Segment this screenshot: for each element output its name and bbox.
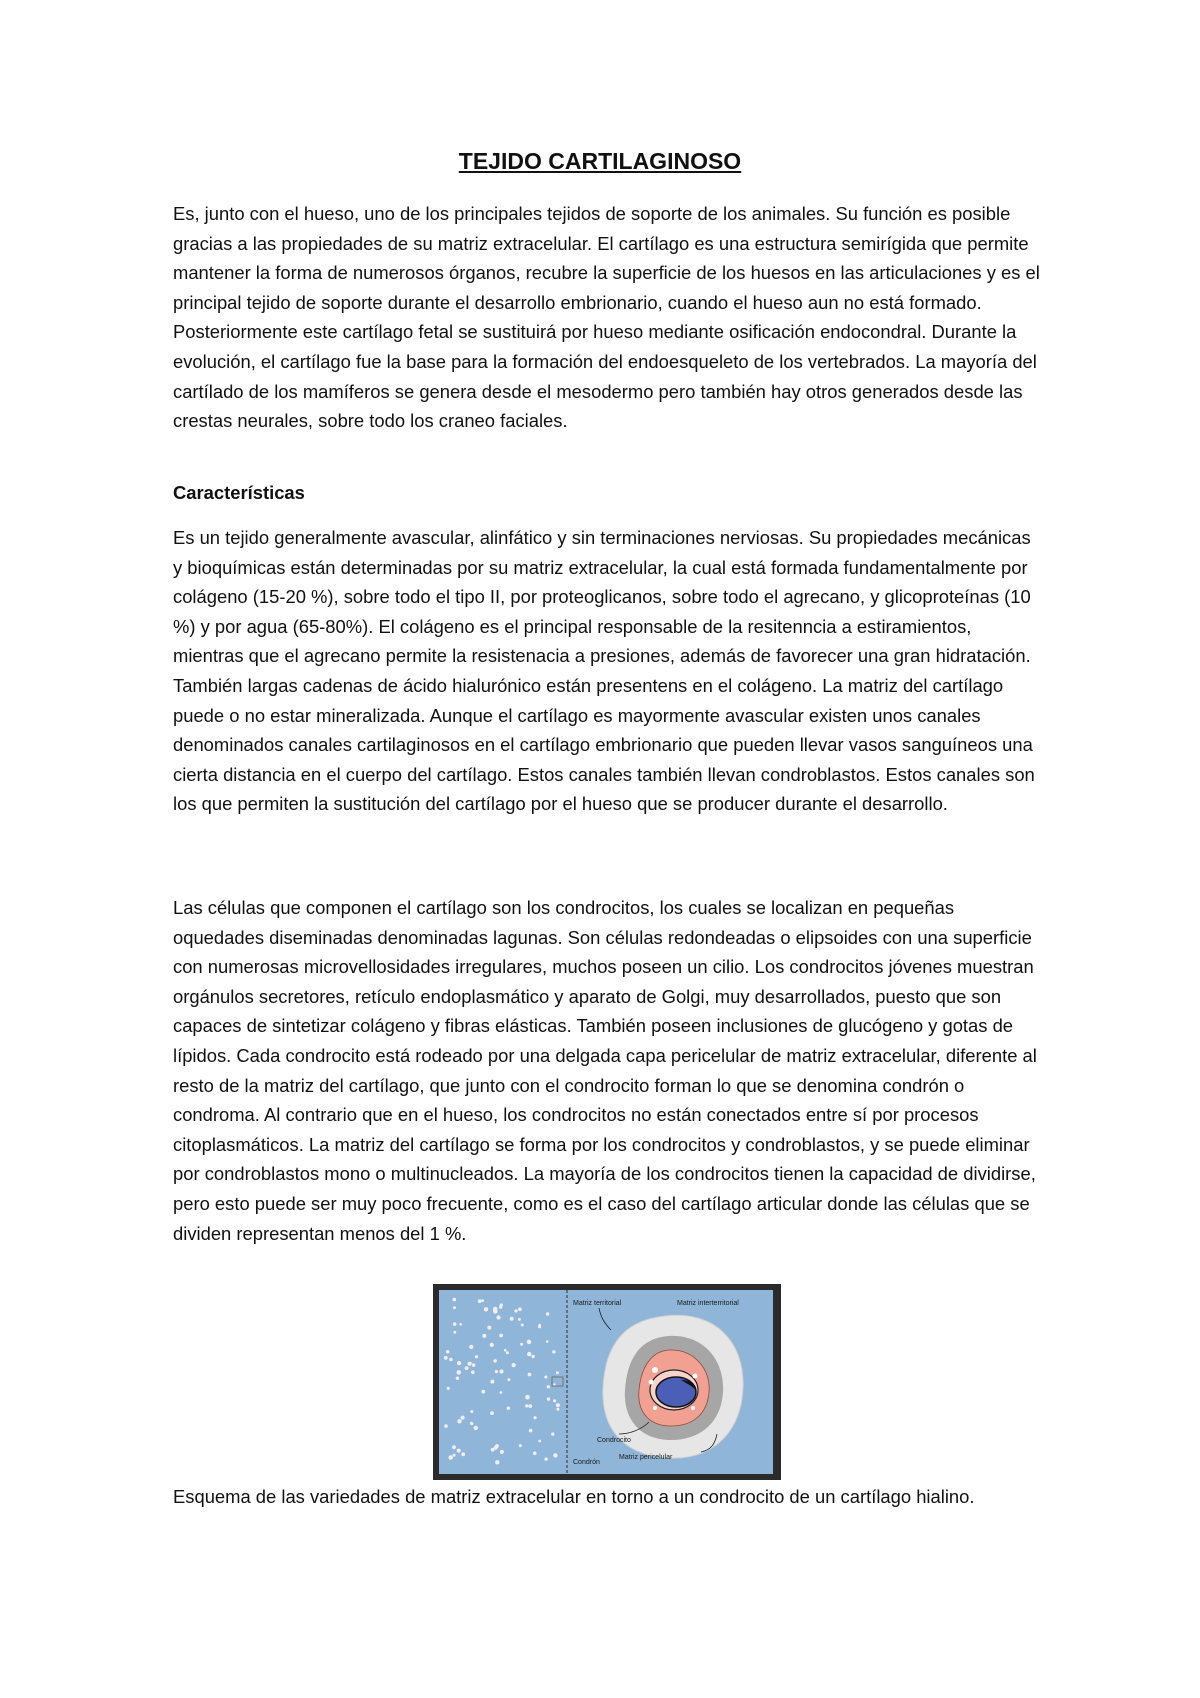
lacuna-dot (446, 1350, 449, 1353)
pericellular-granule (649, 1380, 654, 1385)
lacuna-dot (457, 1370, 462, 1375)
lacuna-dot (461, 1452, 465, 1456)
lacuna-dot (469, 1362, 472, 1365)
lacuna-dot (490, 1380, 494, 1384)
lacuna-dot (456, 1377, 459, 1380)
lacuna-dot (547, 1385, 550, 1388)
lacuna-dot (547, 1397, 550, 1400)
label-territorial: Matriz territorial (573, 1300, 622, 1307)
lacuna-dot (478, 1299, 482, 1303)
lacuna-dot (556, 1408, 559, 1411)
pericellular-granule (693, 1374, 698, 1379)
intro-paragraph: Es, junto con el hueso, uno de los principales tejidos de soporte de los animales. Su función es posible gracias a las propiedades de su matriz extracelular. El cartílago es una estructura semirígida que permite mantener la forma de numerosos órganos, recubre la superficie de los huesos en las articulaciones y es el principal tejido de soporte durante el desarrollo embrionario, cuando el hueso aun no está formado. Posteriormente este cartílago fetal se sustituirá por hueso mediante osificación endocondral. Durante la evolución, el cartílago fue la base para la formación del endoesqueleto de los vertebrados. La mayoría del cartílado de los mamíferos se genera desde el mesodermo pero también hay otros generados desde las crestas neurales, sobre todo los craneo faciales. (173, 203, 1040, 432)
lacuna-dot (527, 1340, 532, 1345)
lacuna-dot (553, 1383, 556, 1386)
lacuna-dot (551, 1432, 554, 1435)
lacuna-dot (506, 1351, 509, 1354)
lacuna-dot (487, 1326, 491, 1330)
lacuna-dot (453, 1322, 457, 1326)
characteristics-paragraph: Es un tejido generalmente avascular, alinfático y sin terminaciones nerviosas. Su propiedades mecánicas y bioquímicas están determinadas por su matriz extracelular, la cual está formada fundamentalmente por colágeno (15-20 %), sobre todo el tipo II, por proteoglicanos, sobre todo el agrecano, y glicoproteínas (10 %) y por agua (65-80%). El colágeno es el principal responsable de la resitenncia a estiramientos, mientras que el agrecano permite la resistenacia a presiones, además de favorecer una gran hidratación. También largas cadenas de ácido hialurónico están presentens en el colágeno. La matriz del cartílago puede o no estar mineralizada. Aunque el cartílago es mayormente avascular existen unos canales denominados canales cartilaginosos en el cartílago embrionario que pueden llevar vasos sanguíneos una cierta distancia en el cuerpo del cartílago. Estos canales también llevan condroblastos. Estos canales son los que permiten la sustitución del cartílago por el hueso que se producer durante el desarrollo. (173, 527, 1035, 815)
lacuna-dot (512, 1363, 516, 1367)
figure-caption: Esquema de las variedades de matriz extracelular en torno a un condrocito de un cartílago hialino. (173, 1486, 975, 1507)
lacuna-dot (457, 1361, 461, 1365)
cells-paragraph: Las células que componen el cartílago son los condrocitos, los cuales se localizan en pequeñas oquedades diseminadas denominadas lagunas. Son células redondeadas o elipsoides con una superficie con numerosas microvellosidades irregulares, muchos poseen un cilio. Los condrocitos jóvenes muestran orgánulos secretores, retículo endoplasmático y aparato de Golgi, muy desarrollados, puesto que son capaces de sintetizar colágeno y fibras elásticas. También poseen inclusiones de glucógeno y gotas de lípidos. Cada condrocito está rodeado por una delgada capa pericelular de matriz extracelular, diferente al resto de la matriz del cartílago, que junto con el condrocito forman lo que se denomina condrón o condroma. Al contrario que en el hueso, los condrocitos no están conectados entre sí por procesos citoplasmáticos. La matriz del cartílago se forma por los condrocitos y condroblastos, y se puede eliminar por condroblastos mono o multinucleados. La mayoría de los condrocitos tienen la capacidad de dividirse, pero esto puede ser muy poco frecuente, como es el caso del cartílago articular donde las células que se dividen representan menos del 1 %. (173, 897, 1037, 1244)
lacuna-dot (459, 1323, 462, 1326)
lacuna-dot (525, 1395, 530, 1400)
lacuna-dot (452, 1445, 456, 1449)
lacuna-dot (527, 1352, 531, 1356)
lacuna-dot (481, 1299, 484, 1302)
lacuna-dot (518, 1307, 522, 1311)
lacuna-dot (546, 1312, 549, 1315)
lacuna-dot (552, 1350, 555, 1353)
lacuna-dot (495, 1370, 498, 1373)
lacuna-dot (499, 1305, 502, 1308)
lacuna-dot (546, 1340, 549, 1343)
lacuna-dot (490, 1343, 494, 1347)
lacuna-dot (481, 1390, 485, 1394)
lacuna-dot (534, 1416, 537, 1419)
page-title: TEJIDO CARTILAGINOSO (458, 148, 742, 174)
lacuna-dot (553, 1453, 557, 1457)
lacuna-dot (531, 1355, 534, 1358)
lacuna-dot (453, 1331, 456, 1334)
lacuna-dot (448, 1455, 453, 1460)
lacuna-dot (499, 1369, 503, 1373)
lacuna-dot (457, 1419, 461, 1423)
lacuna-dot (533, 1452, 537, 1456)
lacuna-dot (453, 1454, 456, 1457)
lacuna-dot (444, 1424, 448, 1428)
lacuna-dot (453, 1306, 456, 1309)
pericellular-granule (691, 1406, 695, 1410)
lacuna-dot (493, 1359, 497, 1363)
lacuna-dot (453, 1298, 457, 1302)
lacuna-dot (514, 1309, 517, 1312)
section-heading: Características (173, 482, 305, 503)
tissue-overview-panel (439, 1290, 567, 1474)
lacuna-dot (519, 1444, 522, 1447)
lacuna-dot (471, 1370, 475, 1374)
lacuna-dot (544, 1457, 547, 1460)
chondrocyte-nucleus (656, 1377, 696, 1407)
pericellular-granule (652, 1367, 658, 1373)
lacuna-dot (470, 1422, 473, 1425)
lacuna-dot (528, 1373, 532, 1377)
lacuna-dot (490, 1411, 494, 1415)
lacuna-dot (556, 1403, 560, 1407)
lacuna-dot (491, 1448, 495, 1452)
lacuna-dot (520, 1343, 523, 1346)
lacuna-dot (495, 1460, 499, 1464)
lacuna-dot (500, 1450, 504, 1454)
lacuna-dot (474, 1426, 478, 1430)
lacuna-dot (553, 1399, 556, 1402)
lacuna-dot (470, 1410, 473, 1413)
lacuna-dot (521, 1324, 524, 1327)
lacuna-dot (444, 1356, 448, 1360)
lacuna-dot (556, 1371, 559, 1374)
lacuna-dot (518, 1318, 521, 1321)
lacuna-dot (457, 1449, 461, 1453)
lacuna-dot (525, 1404, 528, 1407)
lacuna-dot (447, 1387, 450, 1390)
label-interterritorial: Matriz interterritorial (677, 1300, 739, 1307)
diagram-svg (433, 1284, 781, 1480)
lacuna-dot (482, 1334, 486, 1338)
lacuna-dot (504, 1349, 507, 1352)
lacuna-dot (500, 1391, 503, 1394)
label-condrocito: Condrocito (597, 1437, 631, 1444)
lacuna-dot (529, 1429, 533, 1433)
lacuna-dot (472, 1363, 476, 1367)
cartilage-diagram (433, 1284, 781, 1480)
lacuna-dot (507, 1378, 510, 1381)
lacuna-dot (493, 1307, 498, 1312)
lacuna-dot (475, 1355, 478, 1358)
lacuna-dot (544, 1376, 547, 1379)
lacuna-dot (469, 1345, 473, 1349)
label-pericelular: Matriz pericelular (619, 1454, 673, 1461)
pericellular-granule (653, 1406, 657, 1410)
lacuna-dot (461, 1416, 465, 1420)
lacuna-dot (449, 1358, 453, 1362)
lacuna-dot (496, 1315, 500, 1319)
lacuna-dot (465, 1366, 469, 1370)
lacuna-dot (510, 1317, 514, 1321)
lacuna-dot (538, 1325, 541, 1328)
lacuna-dot (528, 1404, 532, 1408)
lacuna-dot (484, 1307, 488, 1311)
lacuna-dot (507, 1407, 510, 1410)
label-condron: Condrón (573, 1459, 600, 1466)
lacuna-dot (538, 1440, 541, 1443)
lacuna-dot (499, 1334, 503, 1338)
